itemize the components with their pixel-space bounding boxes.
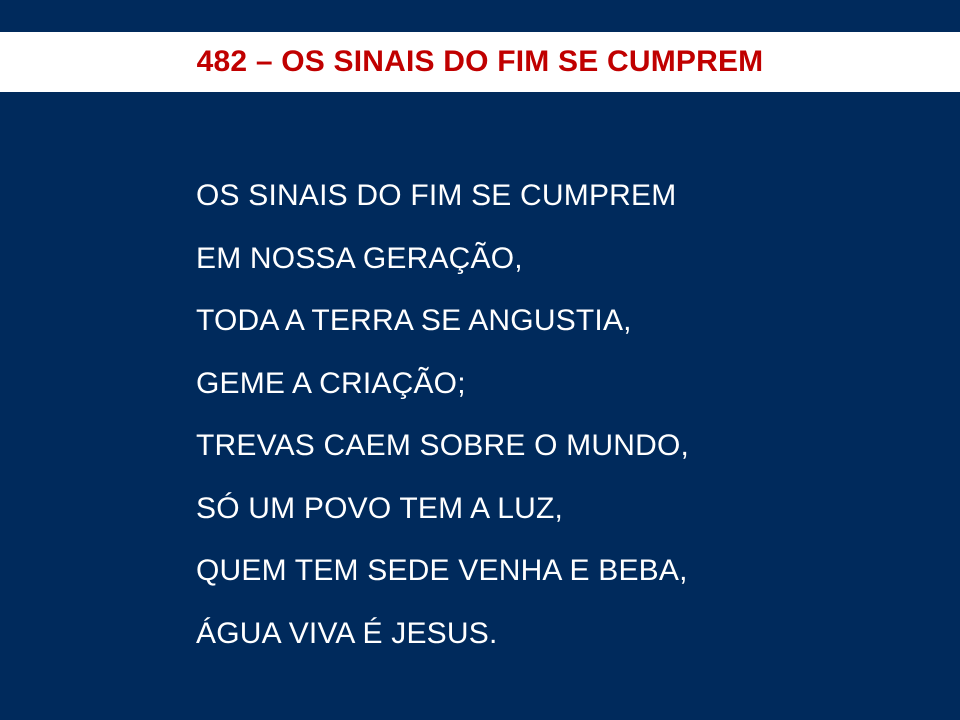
lyric-line-2: EM NOSSA GERAÇÃO, xyxy=(196,241,523,275)
lyric-line-1: OS SINAIS DO FIM SE CUMPREM xyxy=(196,179,677,212)
lyric-line-8: ÁGUA VIVA É JESUS. xyxy=(196,616,498,650)
hymn-title: 482 – OS SINAIS DO FIM SE CUMPREM xyxy=(196,45,764,78)
lyrics-block xyxy=(196,165,689,665)
lyric-line-6: SÓ UM POVO TEM A LUZ, xyxy=(196,491,564,525)
lyric-line-5: TREVAS CAEM SOBRE O MUNDO, xyxy=(196,429,690,462)
title-bar xyxy=(0,32,960,92)
lyric-line-3: TODA A TERRA SE ANGUSTIA, xyxy=(196,304,632,337)
lyric-line-7: QUEM TEM SEDE VENHA E BEBA, xyxy=(196,554,688,587)
lyric-line-4: GEME A CRIAÇÃO; xyxy=(196,366,466,400)
